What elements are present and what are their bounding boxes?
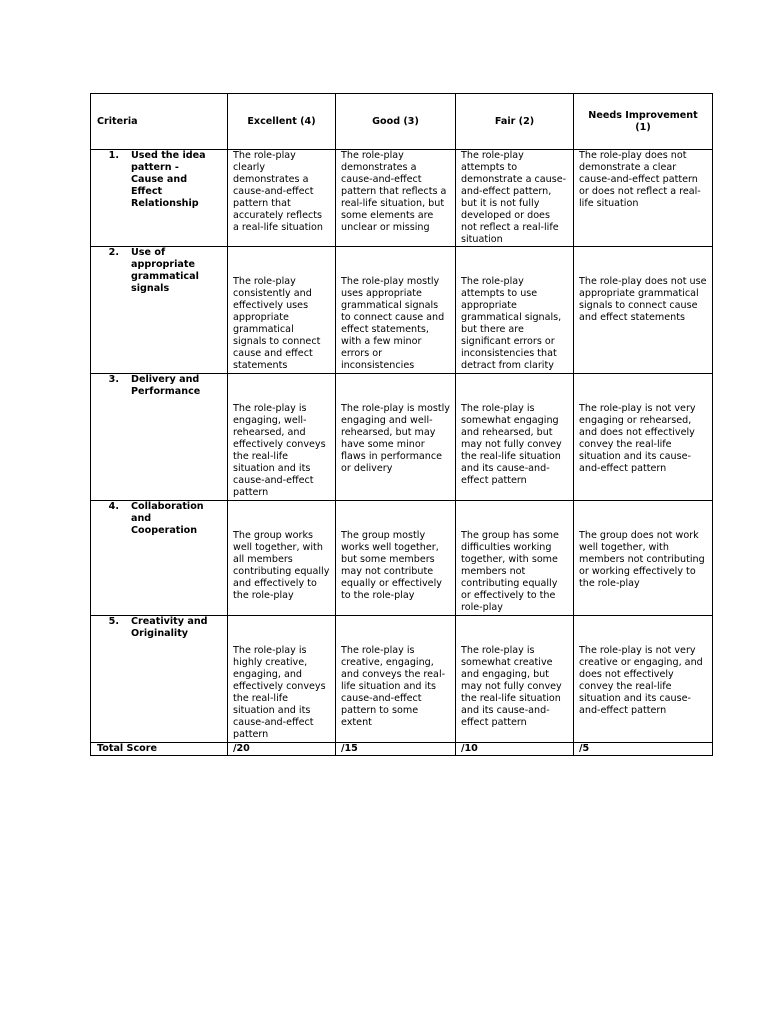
header-good: Good (3) (336, 94, 456, 150)
good-cell: The role-play demonstrates a cause-and-effect pattern that reflects a real-life situation, but some elements are unclear or missing (336, 150, 456, 247)
criterion-name: Collaboration and Cooperation (131, 501, 204, 536)
criterion-name: Use of appropriate grammatical signals (131, 247, 199, 294)
header-excellent: Excellent (4) (228, 94, 336, 150)
rubric-table (90, 93, 713, 756)
good-cell: The role-play mostly uses appropriate grammatical signals to connect cause and effect statements, with a few minor errors or inconsistencies (336, 247, 456, 374)
needs-improvement-cell: The role-play is not very creative or engaging, and does not effectively convey the real-life situation and its cause-and-effect pattern (574, 616, 713, 743)
criterion-name: Delivery and Performance (131, 374, 201, 397)
criterion-number: 2. (108, 247, 119, 258)
fair-cell: The group has some difficulties working together, with some members not contributing equally or effectively to the role-play (456, 501, 574, 616)
fair-cell: The role-play is somewhat engaging and rehearsed, but may not fully convey the real-life situation and its cause-and-effect pattern (456, 374, 574, 501)
table-row (91, 616, 713, 743)
criterion-name: Creativity and Originality (131, 616, 208, 639)
needs-improvement-cell: The group does not work well together, with members not contributing or working effectively to the role-play (574, 501, 713, 616)
excellent-cell: The role-play clearly demonstrates a cause-and-effect pattern that accurately reflects a real-life situation (228, 150, 336, 247)
fair-cell: The role-play is somewhat creative and engaging, but may not fully convey the real-life situation and its cause-and-effect pattern (456, 616, 574, 743)
criterion-number: 5. (108, 616, 119, 627)
table-row (91, 501, 713, 616)
good-cell: The role-play is mostly engaging and well-rehearsed, but may have some minor flaws in performance or delivery (336, 374, 456, 501)
total-row (91, 743, 713, 756)
criterion-cell (91, 150, 228, 247)
header-needs-improvement: Needs Improvement (1) (574, 94, 713, 150)
total-fair: /10 (456, 743, 574, 756)
header-fair: Fair (2) (456, 94, 574, 150)
criterion-cell (91, 616, 228, 743)
table-row (91, 374, 713, 501)
excellent-cell: The group works well together, with all members contributing equally and effectively to the role-play (228, 501, 336, 616)
table-row (91, 247, 713, 374)
header-row (91, 94, 713, 150)
criterion-name: Used the idea pattern - Cause and Effect Relationship (131, 150, 206, 209)
needs-improvement-cell: The role-play does not demonstrate a clear cause-and-effect pattern or does not reflect a real-life situation (574, 150, 713, 247)
criterion-cell (91, 247, 228, 374)
needs-improvement-cell: The role-play does not use appropriate grammatical signals to connect cause and effect statements (574, 247, 713, 374)
header-criteria: Criteria (91, 94, 228, 150)
excellent-cell: The role-play is engaging, well-rehearsed, and effectively conveys the real-life situation and its cause-and-effect pattern (228, 374, 336, 501)
table-row (91, 150, 713, 247)
total-score-label: Total Score (91, 743, 228, 756)
total-excellent: /20 (228, 743, 336, 756)
fair-cell: The role-play attempts to use appropriate grammatical signals, but there are significant errors or inconsistencies that detract from clarity (456, 247, 574, 374)
criterion-number: 4. (108, 501, 119, 512)
needs-improvement-cell: The role-play is not very engaging or rehearsed, and does not effectively convey the real-life situation and its cause-and-effect pattern (574, 374, 713, 501)
excellent-cell: The role-play consistently and effectively uses appropriate grammatical signals to connect cause and effect statements (228, 247, 336, 374)
total-good: /15 (336, 743, 456, 756)
excellent-cell: The role-play is highly creative, engaging, and effectively conveys the real-life situation and its cause-and-effect pattern (228, 616, 336, 743)
good-cell: The role-play is creative, engaging, and conveys the real-life situation and its cause-and-effect pattern to some extent (336, 616, 456, 743)
criterion-number: 3. (108, 374, 119, 385)
good-cell: The group mostly works well together, but some members may not contribute equally or effectively to the role-play (336, 501, 456, 616)
total-needs-improvement: /5 (574, 743, 713, 756)
fair-cell: The role-play attempts to demonstrate a cause-and-effect pattern, but it is not fully developed or does not reflect a real-life situation (456, 150, 574, 247)
criterion-cell (91, 374, 228, 501)
criterion-cell (91, 501, 228, 616)
criterion-number: 1. (108, 150, 119, 161)
